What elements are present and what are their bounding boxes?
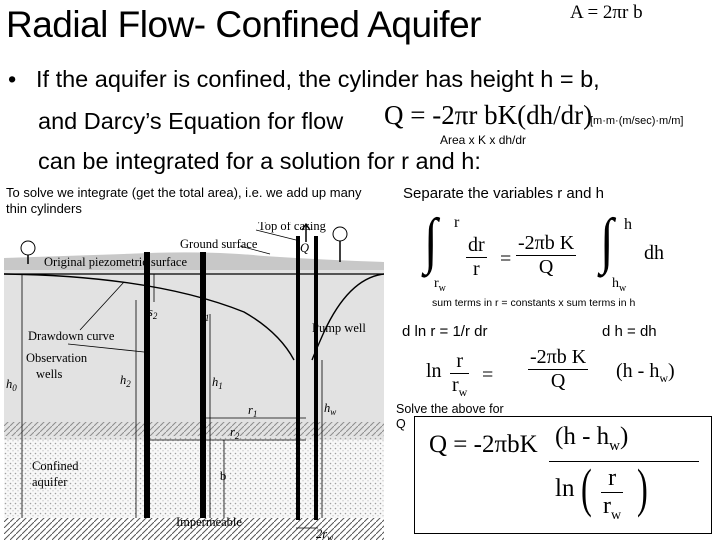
final-right-paren: ) — [637, 458, 648, 518]
hw-label: $h_w$ — [324, 401, 337, 417]
s1-label: $s_1$ — [200, 307, 210, 323]
ground-surface-label: Ground surface — [180, 237, 258, 251]
integral-sign-r: ∫ — [424, 207, 438, 275]
ln-equals: = — [482, 364, 494, 386]
b-label: b — [220, 469, 227, 483]
ln-coefficient: $\frac{\text{-2πb K}}{Q}$ — [530, 346, 587, 392]
r1-label: $r_1$ — [248, 403, 258, 419]
area-formula: A = 2πr b — [570, 2, 643, 23]
final-left-paren: ( — [581, 458, 592, 518]
observation-well-1 — [200, 252, 206, 518]
top-of-casing-label: Top of casing — [258, 222, 326, 233]
tree-icon — [333, 227, 347, 262]
r2-label: $r_2$ — [230, 425, 240, 441]
darcy-equation: Q = -2πr bK(dh/dr) — [384, 100, 593, 130]
pump-well-left-casing — [296, 236, 300, 520]
integrate-note: To solve we integrate (get the total area), i.e. we add up many thin cylinders — [6, 185, 362, 216]
ln-fraction: $\frac{r}{r_w}$ — [452, 350, 468, 399]
final-inner-fraction: $\frac{r}{r_w}$ — [603, 465, 622, 523]
final-equation-box — [414, 416, 712, 534]
solve-note: Solve the above for Q — [396, 402, 504, 431]
final-ln: ln — [555, 475, 575, 502]
drawdown-curve-label: Drawdown curve — [28, 329, 115, 343]
confining-layer-top — [4, 422, 384, 436]
original-piezometric-label: Original piezometric surface — [44, 255, 187, 269]
integral-equals: = — [500, 248, 512, 270]
integral-sign-h: ∫ — [600, 207, 614, 275]
bullet-line-3: can be integrated for a solution for r and h: — [38, 148, 481, 174]
integral-upper-h: h — [624, 216, 632, 233]
final-fraction-bar — [549, 461, 699, 462]
integral-lower-r: $r_w$ — [434, 276, 446, 294]
integral-equation — [424, 207, 714, 298]
observation-label: Observation — [26, 351, 88, 365]
s2-label: $s_2$ — [148, 305, 158, 321]
pump-well-label: Pump well — [312, 321, 366, 335]
ln-rhs: $(h - h_w)$ — [616, 360, 675, 385]
ln-equation — [424, 346, 714, 406]
final-lhs: Q = -2πbK — [429, 431, 538, 458]
impermeable-label: Impermeable — [176, 515, 242, 529]
observation-well-2 — [144, 252, 150, 518]
ln-label: ln — [426, 360, 442, 382]
integral-upper-r: r — [454, 214, 460, 231]
q-label: Q — [300, 241, 310, 255]
h2-label: $h_2$ — [120, 373, 131, 389]
aquifer-diagram — [4, 222, 384, 540]
page-title: Radial Flow- Confined Aquifer — [6, 4, 481, 45]
darcy-under-label: Area x K x dh/dr — [440, 133, 527, 147]
integral-dh: dh — [644, 242, 664, 264]
bullet-line-2: and Darcy’s Equation for flow — [38, 108, 344, 134]
final-numerator: $(h - h_w)$ — [555, 423, 629, 454]
dh-equation: d h = dh — [602, 323, 657, 340]
bullet-line-1: If the aquifer is confined, the cylinder has height h = b, — [36, 66, 600, 92]
separate-variables-label: Separate the variables r and h — [403, 185, 604, 202]
h0-label: $h_0$ — [6, 377, 17, 393]
sum-terms-note: sum terms in r = constants x sum terms in h — [432, 297, 636, 309]
integral-lower-h: $h_w$ — [612, 276, 627, 294]
darcy-units: [m·m·(m/sec)·m/m] — [590, 115, 684, 127]
confined-label: Confined — [32, 459, 79, 473]
2rw-label: $2r_w$ — [316, 527, 334, 540]
bullet-dot: • — [8, 66, 17, 92]
wells-label: wells — [36, 367, 63, 381]
dr-over-r: $\frac{dr}{r}$ — [468, 234, 485, 280]
h1-label: $h_1$ — [212, 375, 223, 391]
aquifer-label: aquifer — [32, 475, 68, 489]
integral-coefficient: $\frac{\text{-2πb K}}{Q}$ — [518, 232, 575, 278]
pump-well-right-casing — [314, 236, 318, 520]
dln-equation: d ln r = 1/r dr — [402, 323, 488, 340]
